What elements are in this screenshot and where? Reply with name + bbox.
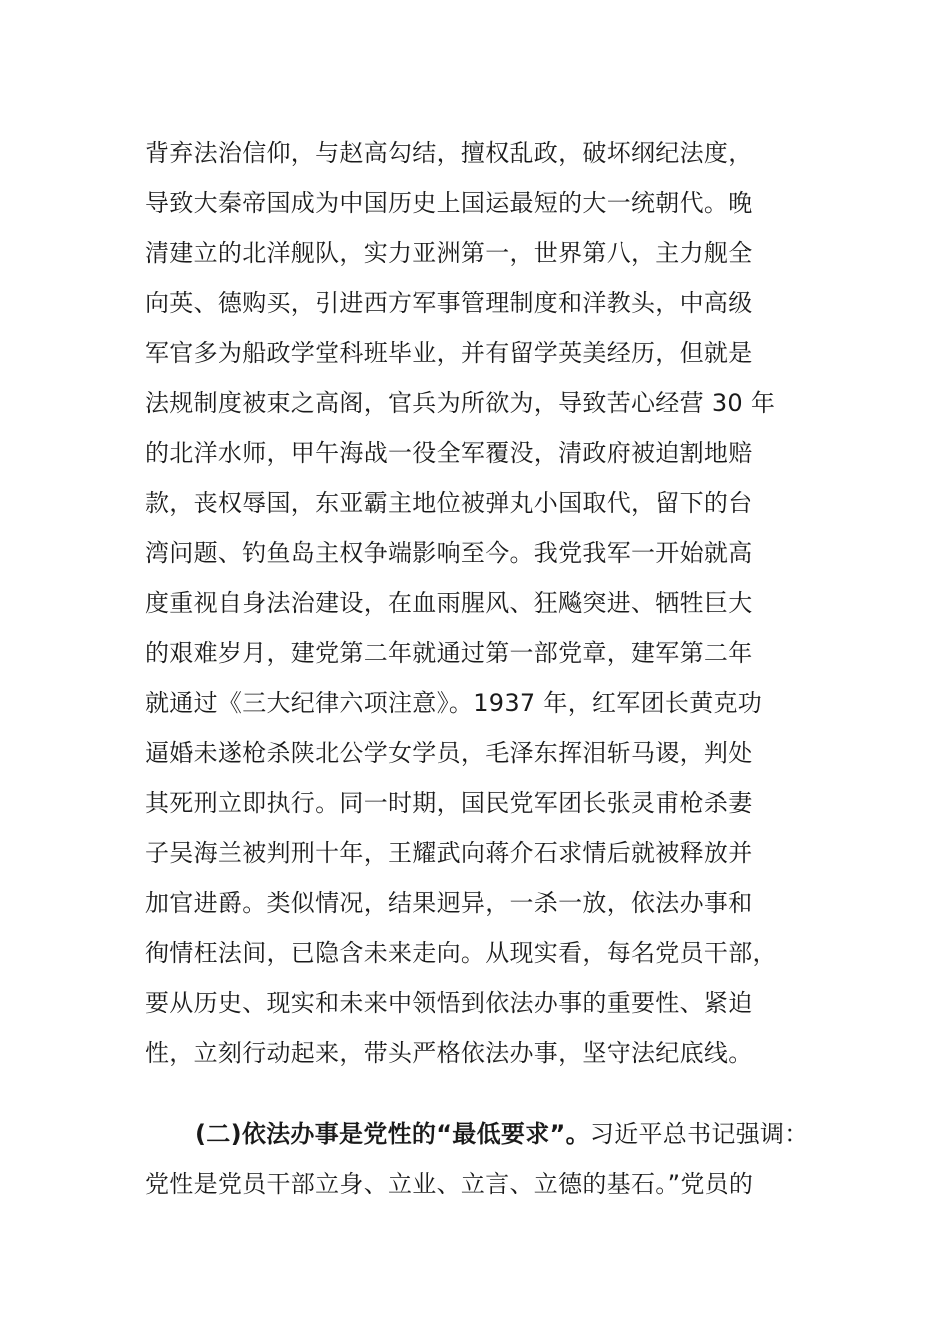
paragraph-line: 清建立的北洋舰队，实力亚洲第一，世界第八，主力舰全 [145,239,753,267]
paragraph-line: 的艰难岁月，建党第二年就通过第一部党章，建军第二年 [145,639,753,667]
paragraph-line: 党性是党员干部立身、立业、立言、立德的基石。”党员的 [145,1170,754,1198]
paragraph-line: 其死刑立即执行。同一时期，国民党军团长张灵甫枪杀妻 [145,789,753,817]
paragraph-line: 徇情枉法间，已隐含未来走向。从现实看，每名党员干部， [145,939,777,967]
paragraph-line: 的北洋水师，甲午海战一役全军覆没，清政府被迫割地赔 [145,439,753,467]
paragraph-line: 向英、德购买，引进西方军事管理制度和洋教头，中高级 [145,289,753,317]
paragraph-line: 导致大秦帝国成为中国历史上国运最短的大一统朝代。晚 [145,189,753,217]
paragraph-line: 度重视自身法治建设，在血雨腥风、狂飚突进、牺牲巨大 [145,589,753,617]
paragraph-line: 加官进爵。类似情况，结果迥异，一杀一放，依法办事和 [145,889,753,917]
paragraph-line: 背弃法治信仰，与赵高勾结，擅权乱政，破坏纲纪法度， [145,139,753,167]
paragraph-party-spirit [145,1109,825,1209]
heading-line-rest: 习近平总书记强调： [589,1120,809,1148]
section-heading-line [145,1109,825,1159]
paragraph-line: 法规制度被束之高阁，官兵为所欲为，导致苦心经营 30 年 [145,389,776,417]
paragraph-history [145,128,825,1078]
paragraph-line: 逼婚未遂枪杀陕北公学女学员，毛泽东挥泪斩马谡，判处 [145,739,753,767]
section-heading: (二)依法办事是党性的“最低要求”。 [195,1120,590,1148]
paragraph-line: 要从历史、现实和未来中领悟到依法办事的重要性、紧迫 [145,989,753,1017]
paragraph-line: 就通过《三大纪律六项注意》。1937 年，红军团长黄克功 [145,689,763,717]
paragraph-line: 湾问题、钓鱼岛主权争端影响至今。我党我军一开始就高 [145,539,753,567]
paragraph-line: 军官多为船政学堂科班毕业，并有留学英美经历，但就是 [145,339,753,367]
paragraph-line: 子吴海兰被判刑十年，王耀武向蒋介石求情后就被释放并 [145,839,753,867]
paragraph-line: 款，丧权辱国，东亚霸主地位被弹丸小国取代，留下的台 [145,489,753,517]
paragraph-line: 性，立刻行动起来，带头严格依法办事，坚守法纪底线。 [145,1039,753,1067]
